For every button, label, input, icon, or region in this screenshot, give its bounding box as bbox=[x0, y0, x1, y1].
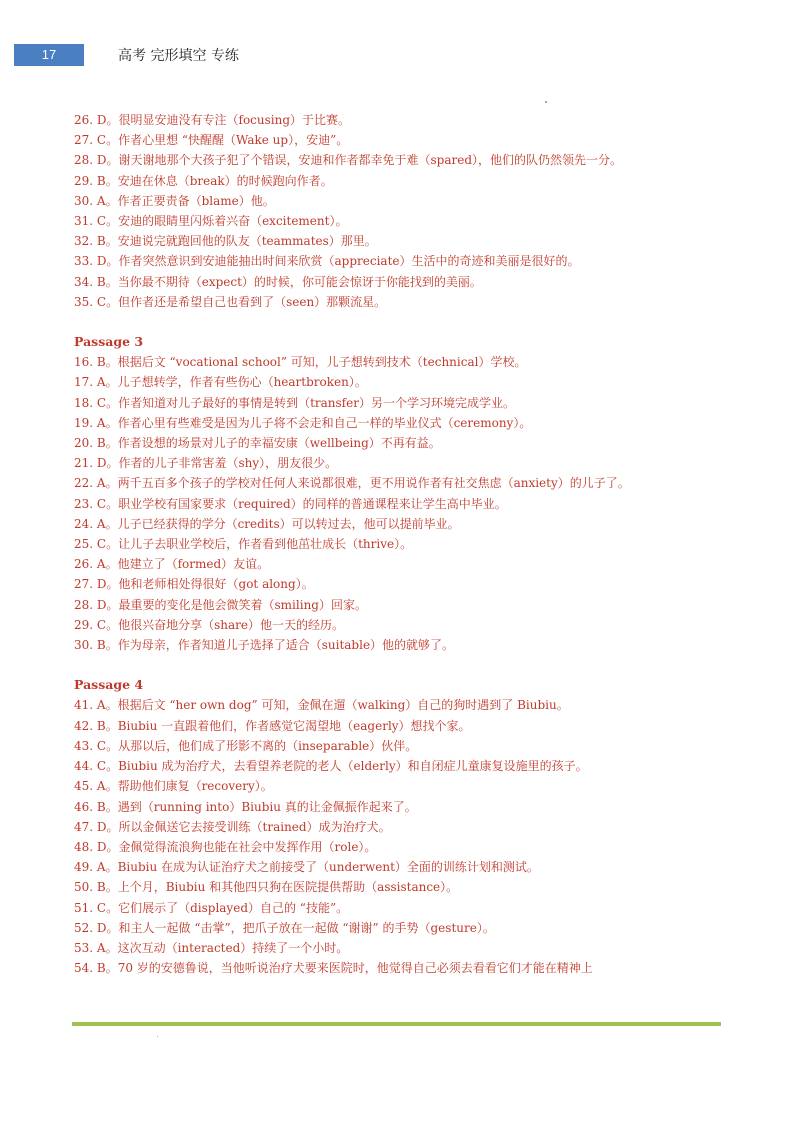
answer-item: 25. C。让儿子去职业学校后，作者看到他茁壮成长（thrive）。 bbox=[74, 537, 413, 552]
page-number-badge: 17 bbox=[14, 44, 84, 66]
answer-item: 24. A。儿子已经获得的学分（credits）可以转过去，他可以提前毕业。 bbox=[74, 516, 460, 531]
answer-item: 47. D。所以金佩送它去接受训练（trained）成为治疗犬。 bbox=[74, 819, 391, 834]
answer-item: 19. A。作者心里有些难受是因为儿子将不会走和自己一样的毕业仪式（ceremony）。 bbox=[74, 415, 532, 430]
answer-item: 35. C。但作者还是希望自己也看到了（seen）那颗流星。 bbox=[74, 294, 387, 309]
passage-heading: Passage 3 bbox=[74, 334, 144, 350]
answer-item: 54. B。70 岁的安德鲁说，当他听说治疗犬要来医院时，他觉得自己必须去看看它们才能在精神上 bbox=[74, 961, 593, 976]
answer-item: 43. C。从那以后，他们成了形影不离的（inseparable）伙伴。 bbox=[74, 738, 418, 753]
answer-item: 17. A。儿子想转学，作者有些伤心（heartbroken）。 bbox=[74, 375, 367, 390]
answer-item: 44. C。Biubiu 成为治疗犬，去看望养老院的老人（elderly）和自闭症儿童康复设施里的孩子。 bbox=[74, 759, 588, 774]
answer-item: 41. A。根据后文 “her own dog” 可知，金佩在遛（walking）自己的狗时遇到了 Biubiu。 bbox=[74, 698, 569, 713]
answer-item: 52. D。和主人一起做 “击掌”，把爪子放在一起做 “谢谢” 的手势（gesture）。 bbox=[74, 920, 495, 935]
answer-item: 29. C。他很兴奋地分享（share）他一天的经历。 bbox=[74, 617, 344, 632]
answer-item: 16. B。根据后文 “vocational school” 可知，儿子想转到技术（technical）学校。 bbox=[74, 355, 527, 370]
passage-heading: Passage 4 bbox=[74, 677, 144, 693]
answer-item: 27. D。他和老师相处得很好（got along）。 bbox=[74, 577, 314, 592]
answer-item: 46. B。遇到（running into）Biubiu 真的让金佩振作起来了。 bbox=[74, 799, 417, 814]
answer-item: 21. D。作者的儿子非常害羞（shy），朋友很少。 bbox=[74, 456, 338, 471]
section-passage-4 bbox=[74, 675, 764, 978]
answer-item: 53. A。这次互动（interacted）持续了一个小时。 bbox=[74, 940, 349, 955]
answer-item: 20. B。作者设想的场景对儿子的幸福安康（wellbeing）不再有益。 bbox=[74, 436, 441, 451]
answer-item: 28. D。最重要的变化是他会微笑着（smiling）回家。 bbox=[74, 597, 367, 612]
answer-item: 34. B。当你最不期待（expect）的时候，你可能会惊讶于你能找到的美丽。 bbox=[74, 274, 482, 289]
answer-item: 26. A。他建立了（formed）友谊。 bbox=[74, 557, 270, 572]
answer-item: 50. B。上个月，Biubiu 和其他四只狗在医院提供帮助（assistance）。 bbox=[74, 880, 459, 895]
answer-item: 32. B。安迪说完就跑回他的队友（teammates）那里。 bbox=[74, 234, 377, 249]
answer-item: 29. B。安迪在休息（break）的时候跑向作者。 bbox=[74, 173, 333, 188]
page-header bbox=[0, 44, 800, 68]
answer-item: 26. D。很明显安迪没有专注（focusing）于比赛。 bbox=[74, 113, 351, 127]
answer-item: 45. A。帮助他们康复（recovery）。 bbox=[74, 779, 273, 794]
answer-item: 51. C。它们展示了（displayed）自己的 “技能”。 bbox=[74, 900, 349, 915]
answer-item: 18. C。作者知道对儿子最好的事情是转到（transfer）另一个学习环境完成学业。 bbox=[74, 395, 515, 410]
section-passage-2-continued bbox=[74, 110, 764, 312]
answer-item: 42. B。Biubiu 一直跟着他们，作者感觉它渴望地（eagerly）想找个家。 bbox=[74, 718, 471, 733]
decorative-dot bbox=[157, 1036, 158, 1037]
decorative-dot bbox=[545, 101, 547, 103]
answer-content bbox=[74, 110, 764, 978]
answer-item: 49. A。Biubiu 在成为认证治疗犬之前接受了（underwent）全面的训练计划和测试。 bbox=[74, 860, 539, 875]
answer-item: 33. D。作者突然意识到安迪能抽出时间来欣赏（appreciate）生活中的奇迹和美丽是很好的。 bbox=[74, 254, 580, 269]
header-title: 高考 完形填空 专练 bbox=[118, 48, 239, 64]
answer-item: 30. B。作为母亲，作者知道儿子选择了适合（suitable）他的就够了。 bbox=[74, 638, 455, 653]
answer-item: 30. A。作者正要责备（blame）他。 bbox=[74, 193, 275, 208]
answer-item: 48. D。金佩觉得流浪狗也能在社会中发挥作用（role）。 bbox=[74, 839, 377, 854]
answer-item: 28. D。谢天谢地那个大孩子犯了个错误，安迪和作者都幸免于难（spared），他们的队仍然领先一分。 bbox=[74, 153, 623, 168]
answer-item: 27. C。作者心里想 “快醒醒（Wake up），安迪”。 bbox=[74, 133, 349, 148]
answer-item: 31. C。安迪的眼睛里闪烁着兴奋（excitement）。 bbox=[74, 214, 348, 229]
footer-divider bbox=[72, 1022, 721, 1026]
answer-item: 23. C。职业学校有国家要求（required）的同样的普通课程来让学生高中毕业。 bbox=[74, 496, 507, 511]
section-passage-3 bbox=[74, 332, 764, 655]
answer-item: 22. A。两千五百多个孩子的学校对任何人来说都很难，更不用说作者有社交焦虑（anxiety）的儿子了。 bbox=[74, 476, 630, 491]
